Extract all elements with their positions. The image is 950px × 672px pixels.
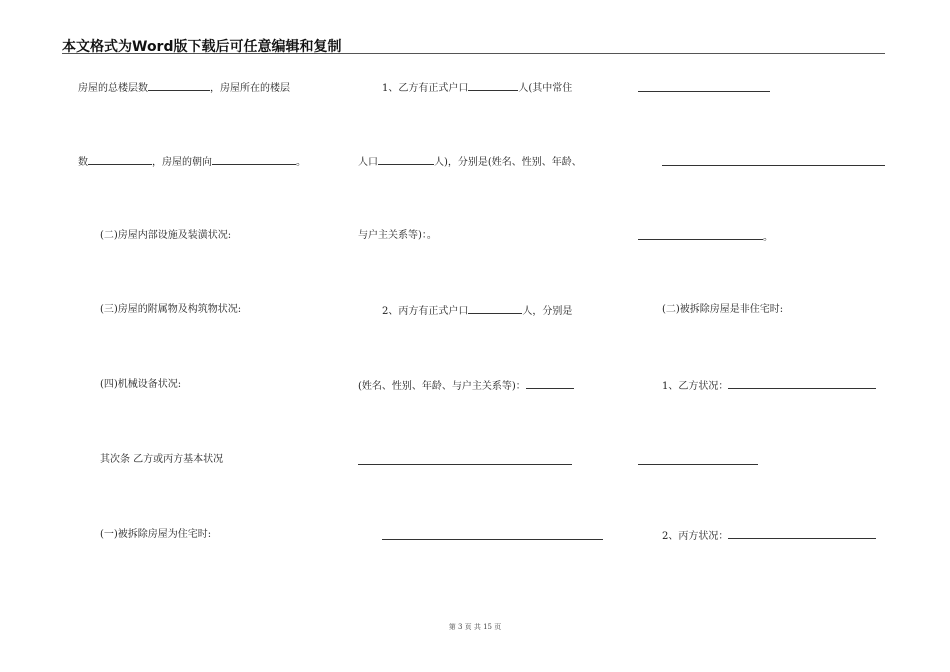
text-population: 人口 [358, 157, 378, 168]
text-party-b-hukou: 1、乙方有正式户口 [382, 83, 469, 94]
blank-line-col3-1 [638, 91, 770, 92]
blank-line-col3-2 [662, 165, 885, 166]
blank-col3-3 [638, 230, 763, 240]
text-orientation: ，房屋的朝向 [152, 157, 212, 168]
text-party-c-status: 2、丙方状况： [662, 531, 729, 542]
document-header: 本文格式为Word版下载后可任意编辑和复制 [62, 39, 342, 55]
text-residents: 人(其中常住 [518, 83, 573, 94]
blank-population [378, 155, 434, 165]
text-name-gender: (姓名、性别、年龄、与户主关系等)： [358, 381, 526, 392]
blank-line-col2-7 [382, 539, 603, 540]
col2-line-5 [358, 379, 574, 393]
blank-line-col3-6 [638, 464, 758, 465]
text-total-floors: 房屋的总楼层数 [78, 83, 148, 94]
col2-line-4 [382, 304, 572, 318]
text-floors-count: 数 [78, 157, 88, 168]
col1-line-4: (三)房屋的附属物及构筑物状况: [100, 304, 242, 315]
col1-line-5: (四)机械设备状况: [100, 379, 182, 390]
blank-floor [88, 155, 152, 165]
text-respectively: 人)，分别是(姓名、性别、年龄、 [434, 157, 582, 168]
col3-line-7 [662, 529, 876, 543]
text-period-2: 。 [763, 232, 773, 243]
text-party-b-status: 1、乙方状况： [662, 381, 729, 392]
blank-party-c-count [468, 304, 522, 314]
blank-relation [526, 379, 574, 389]
col1-line-1 [78, 81, 290, 95]
col1-line-7: (一)被拆除房屋为住宅时: [100, 529, 212, 540]
blank-party-c-status [728, 529, 876, 539]
blank-total-floors [148, 81, 210, 91]
col1-line-6: 其次条 乙方或丙方基本状况 [100, 454, 224, 465]
blank-orientation [212, 155, 296, 165]
page-number: 第 3 页 共 15 页 [448, 623, 502, 631]
col1-line-2 [78, 155, 306, 169]
text-respectively-2: 人，分别是 [522, 306, 573, 317]
text-party-c-hukou: 2、丙方有正式户口 [382, 306, 469, 317]
col2-line-3: 与户主关系等)：。 [358, 230, 437, 241]
blank-line-col2-6 [358, 464, 572, 465]
text-floor-located: ，房屋所在的楼层 [210, 83, 290, 94]
col3-line-4: (二)被拆除房屋是非住宅时: [662, 304, 784, 315]
text-period: 。 [296, 157, 306, 168]
header-divider [62, 53, 885, 54]
col2-line-1 [382, 81, 572, 95]
col2-line-2 [358, 155, 582, 169]
blank-party-b-count [468, 81, 518, 91]
blank-party-b-status [728, 379, 876, 389]
col1-line-3: (二)房屋内部设施及装潢状况: [100, 230, 232, 241]
col3-line-5 [662, 379, 876, 393]
col3-line-3 [638, 230, 773, 244]
